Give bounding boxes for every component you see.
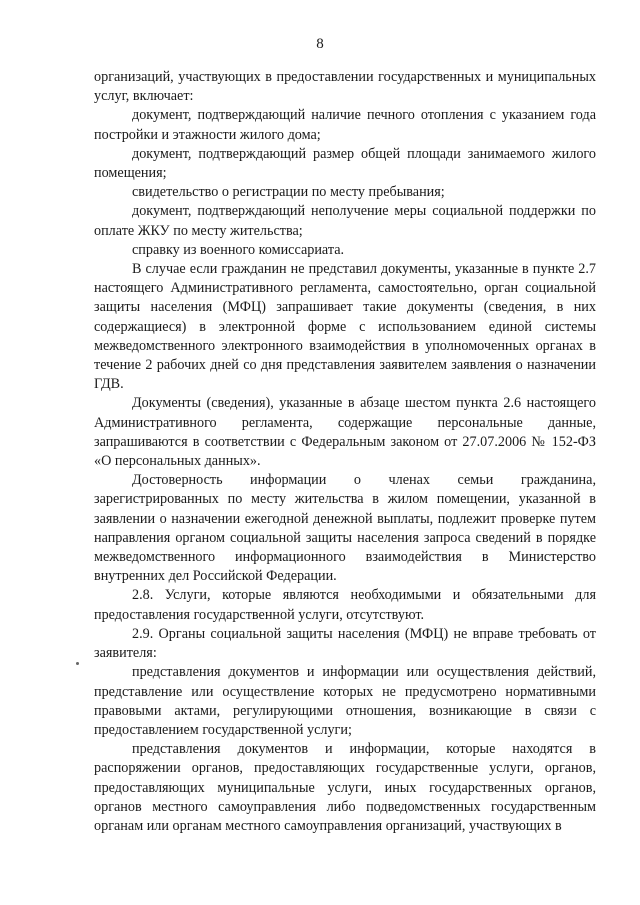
list-item-military-certificate: справку из военного комиссариата.	[132, 241, 345, 258]
list-item-heating-document: документ, подтверждающий наличие печного отопления с указанием года постройки и этажности жилого дома;	[94, 107, 596, 143]
paragraph-intro-continuation: организаций, участвующих в предоставлении государственных и муниципальных услуг, включает:	[94, 69, 596, 105]
list-item-non-receipt-document: документ, подтверждающий неполучение меры социальной поддержки по оплате ЖКУ по месту жительства;	[94, 203, 596, 239]
list-item-registration-certificate: свидетельство о регистрации по месту пребывания;	[132, 184, 445, 201]
paragraph-family-info-reliability: Достоверность информации о членах семьи гражданина, зарегистрированных по месту жительства в жилом помещении, указанной в заявлении о назначении ежегодной денежной выплаты, подлежит проверке путем направления органом социальной защиты населения запроса сведений в порядке межведомственного информационного взаимодействия в Министерство внутренних дел Российской Федерации.	[94, 472, 596, 585]
paragraph-documents-not-submitted: В случае если гражданин не представил документы, указанные в пункте 2.7 настоящего Административного регламента, самостоятельно, орган социальной защиты населения (МФЦ) запрашивает такие документы (сведения, в них содержащиеся) в электронной форме с использованием единой системы межведомственного электронного взаимодействия в уполномоченных органах в течение 2 рабочих дней со дня представления заявителем заявления о назначении ГДВ.	[94, 261, 596, 393]
list-item-documents-in-possession: представления документов и информации, которые находятся в распоряжении органов, предоставляющих государственные услуги, органов, предоставляющих муниципальные услуги, иных государственных органов, органов местного самоуправления либо подведомственных государственным органам или органам местного самоуправления организаций, участвующих в	[94, 741, 596, 834]
document-body	[94, 68, 596, 836]
list-item-prohibited-documents: представления документов и информации или осуществления действий, представление или осуществление которых не предусмотрено нормативными правовыми актами, регулирующими отношения, возникающие в связи с предоставлением государственной услуги;	[94, 664, 596, 738]
paragraph-section-2-8: 2.8. Услуги, которые являются необходимыми и обязательными для предоставления государственной услуги, отсутствуют.	[94, 587, 596, 623]
scan-speck	[76, 662, 79, 665]
paragraph-personal-data: Документы (сведения), указанные в абзаце шестом пункта 2.6 настоящего Административного регламента, содержащие персональные данные, запрашиваются в соответствии с Федеральным законом от 27.07.2006 № 152-ФЗ «О персональных данных».	[94, 395, 596, 470]
page-number: 8	[316, 36, 324, 52]
list-item-area-document: документ, подтверждающий размер общей площади занимаемого жилого помещения;	[94, 145, 596, 182]
paragraph-section-2-9: 2.9. Органы социальной защиты населения (МФЦ) не вправе требовать от заявителя:	[94, 625, 596, 662]
